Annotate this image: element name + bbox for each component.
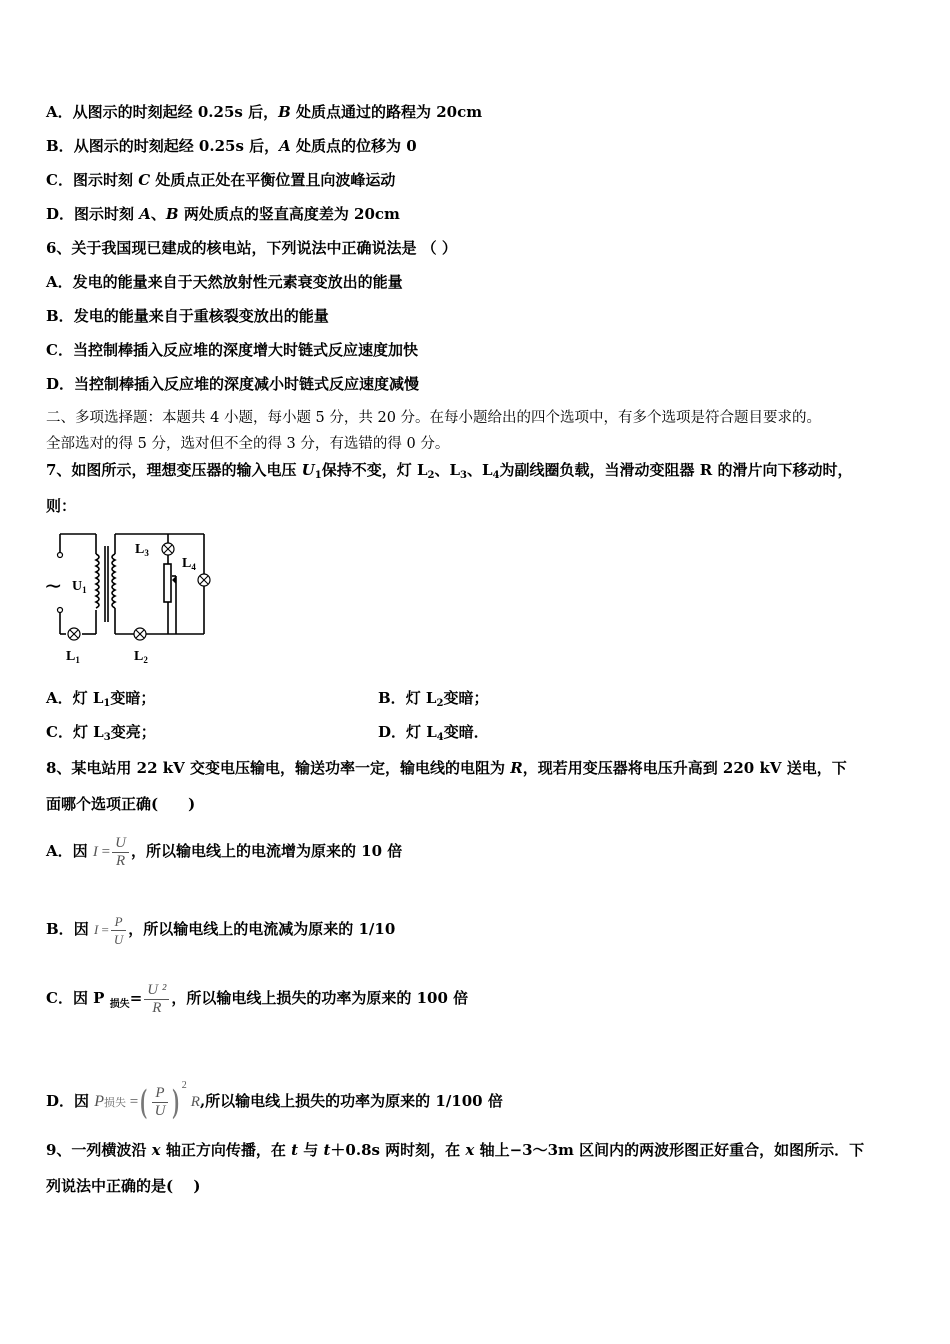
q6-option-b: B．发电的能量来自于重核裂变放出的能量	[46, 307, 329, 325]
label-u1: $U_1$	[72, 579, 87, 595]
q7-option-d: D．灯 $L_4$变暗．	[378, 723, 489, 743]
q7-option-a: A．灯 $L_1$变暗；	[46, 689, 156, 709]
q8-option-c: C．因 P $_{损失}$= $\frac{\text{U ²}}{R}$ ，所以输电线上损失的功率为原来的 100 倍	[46, 981, 469, 1016]
q9-stem: 9、一列横波沿 x 轴正方向传播，在 t 与 t＋0.8s 两时刻，在 x 轴上−3～3m 区间内的两波形图正好重合，如图所示．下	[46, 1141, 865, 1159]
q6-option-c: C．当控制棒插入反应堆的深度增大时链式反应速度加快	[46, 341, 418, 359]
section2-line2: 全部选对的得 5 分，选对但不全的得 3 分，有选错的得 0 分。	[46, 436, 450, 452]
q5-option-a: A．从图示的时刻起经 0.25s 后，B 处质点通过的路程为 20cm	[46, 103, 483, 121]
section2-line1: 二、多项选择题：本题共 4 小题，每小题 5 分，共 20 分。在每小题给出的四个选项中，有多个选项是符合题目要求的。	[46, 410, 822, 426]
q5-option-b: B．从图示的时刻起经 0.25s 后，A 处质点的位移为 0	[46, 137, 417, 155]
label-l1: $L_1$	[66, 649, 80, 665]
q7-stem: 7、如图所示，理想变压器的输入电压 $U_1$保持不变，灯 $L_2$、$L_3$、$L_4$为副线圈负载，当滑动变阻器 R 的滑片向下移动时，	[46, 461, 853, 481]
q5-option-c: C．图示时刻 C 处质点正处在平衡位置且向波峰运动	[46, 171, 396, 189]
q8-option-a: A．因 I = $\frac{U}{R}$ ，所以输电线上的电流增为原来的 10 倍	[46, 834, 403, 869]
q6-stem: 6、关于我国现已建成的核电站，下列说法中正确说法是 （ ）	[46, 239, 457, 257]
q7-stem-line2: 则：	[46, 497, 77, 515]
q8-option-d: D．因 P损失 =( $\frac{P}{U}$ ) $^2$R,所以输电线上损失的功率为原来的 1/100 倍	[46, 1080, 503, 1120]
label-l3: $L_3$	[135, 542, 149, 558]
q8-stem: 8、某电站用 22 kV 交变电压输电，输送功率一定，输电线的电阻为 R，现若用变压器将电压升高到 220 kV 送电，下	[46, 759, 847, 777]
transformer-circuit-diagram	[44, 524, 224, 670]
q6-option-a: A．发电的能量来自于天然放射性元素衰变放出的能量	[46, 273, 403, 291]
q5-option-d: D．图示时刻 A、B 两处质点的竖直高度差为 20cm	[46, 205, 400, 223]
q7-option-c: C．灯 $L_3$变亮；	[46, 723, 156, 743]
label-l4: $L_4$	[182, 556, 196, 572]
q7-option-b: B．灯 $L_2$变暗；	[378, 689, 489, 709]
q9-stem-line2: 列说法中正确的是( )	[46, 1177, 201, 1195]
q6-option-d: D．当控制棒插入反应堆的深度减小时链式反应速度减慢	[46, 375, 420, 393]
label-l2: $L_2$	[134, 649, 148, 665]
ac-source-symbol: ∼	[44, 574, 63, 599]
q8-option-b: B．因 I = $\frac{P}{U}$ ，所以输电线上的电流减为原来的 1/10	[46, 913, 396, 947]
q8-stem-line2: 面哪个选项正确( )	[46, 795, 196, 813]
